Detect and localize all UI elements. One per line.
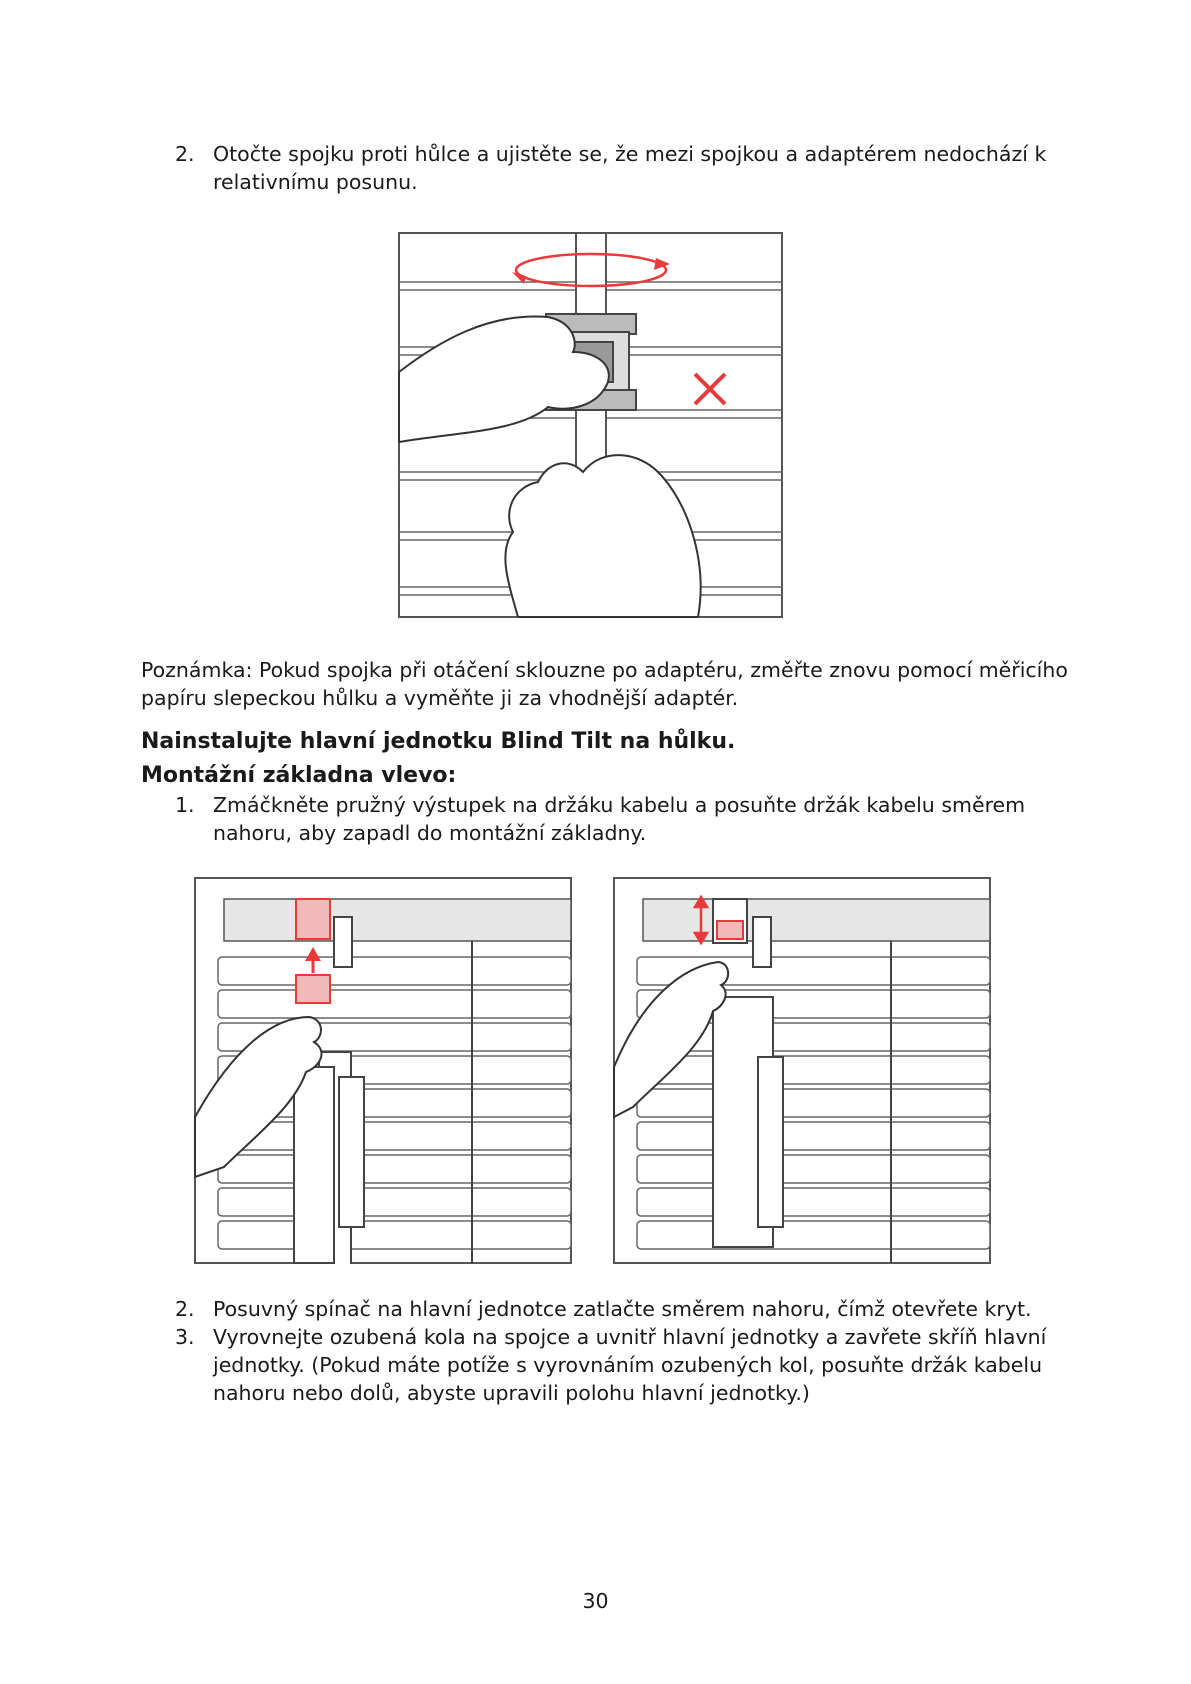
figure-rotate-coupler — [398, 232, 783, 618]
note: Poznámka: Pokud spojka při otáčení sklouzne po adaptéru, změřte znovu pomocí měřicího papíru slepeckou hůlku a vyměňte ji za vhodnější adaptér. — [141, 658, 1068, 710]
list-number: 3. — [175, 1325, 195, 1349]
cable-holder-icon — [713, 899, 747, 943]
list-number: 2. — [175, 142, 195, 166]
list-item-step-2-top — [175, 140, 1075, 196]
figure-cable-holder-right — [613, 877, 991, 1264]
section-heading: Nainstalujte hlavní jednotku Blind Tilt na hůlku. — [141, 729, 736, 754]
list-number: 1. — [175, 793, 195, 817]
list-item-step-2 — [175, 1295, 1075, 1323]
sub-heading: Montážní základna vlevo: — [141, 763, 457, 788]
list-text: Zmáčkněte pružný výstupek na držáku kabelu a posuňte držák kabelu směrem nahoru, aby zapadl do montážní základny. — [213, 793, 1026, 845]
list-item-step-3 — [175, 1323, 1075, 1407]
page-number: 30 — [582, 1589, 609, 1613]
figure-cable-holder-left — [194, 877, 572, 1264]
list-text: Vyrovnejte ozubená kola na spojce a uvnitř hlavní jednotky a zavřete skříň hlavní jednotky. (Pokud máte potíže s vyrovnáním ozubených kol, posuňte držák kabelu nahoru nebo dolů, abyste upravili polohu hlavní jednotky.) — [213, 1325, 1047, 1405]
list-text: Posuvný spínač na hlavní jednotce zatlačte směrem nahoru, čímž otevřete kryt. — [213, 1297, 1032, 1321]
list-text: Otočte spojku proti hůlce a ujistěte se, že mezi spojkou a adaptérem nedochází k relativnímu posunu. — [213, 142, 1047, 194]
list-item-step-1 — [175, 791, 1075, 847]
list-number: 2. — [175, 1297, 195, 1321]
